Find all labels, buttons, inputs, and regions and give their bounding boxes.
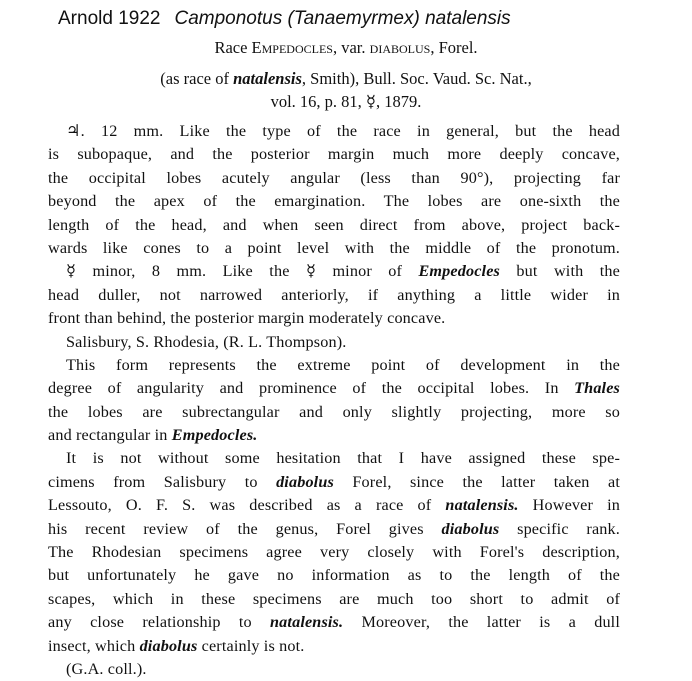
body-line: but unfortunately he gave no information as to the length of the bbox=[48, 566, 620, 585]
race-line: Race Empedocles, var. diabolus, Forel. bbox=[214, 38, 478, 57]
variety-name: diabolus bbox=[369, 38, 431, 57]
body-line: ☿ minor, 8 mm. Like the ☿ minor of Empedocles but with the bbox=[66, 262, 620, 281]
body-line: the occipital lobes acutely angular (less than 90°), projecting far bbox=[48, 168, 620, 187]
body-line: It is not without some hesitation that I have assigned these spe- bbox=[66, 449, 620, 468]
body-line: and rectangular in Empedocles. bbox=[48, 426, 258, 445]
body-line: is subopaque, and the posterior margin much more deeply concave, bbox=[48, 145, 620, 164]
body-line: the lobes are subrectangular and only slightly projecting, more so bbox=[48, 402, 620, 421]
body-line: beyond the apex of the emargination. The lobes are one-sixth the bbox=[48, 192, 620, 211]
body-line: scapes, which in these specimens are much too short to admit of bbox=[48, 589, 620, 608]
locality-line: Salisbury, S. Rhodesia, (R. L. Thompson). bbox=[66, 332, 347, 351]
author-year: Arnold 1922 bbox=[58, 8, 161, 29]
body-line: This form represents the extreme point of development in the bbox=[66, 355, 620, 374]
body-line: The Rhodesian specimens agree very closely with Forel's description, bbox=[48, 543, 620, 562]
description-body bbox=[48, 120, 620, 681]
citation-line-1: (as race of natalensis, Smith), Bull. Soc. Vaud. Sc. Nat., bbox=[160, 69, 532, 88]
taxon-name: Camponotus (Tanaemyrmex) natalensis bbox=[174, 8, 511, 29]
body-line: ♃. 12 mm. Like the type of the race in general, but the head bbox=[66, 122, 620, 140]
body-line: Lessouto, O. F. S. was described as a race of natalensis. However in bbox=[48, 496, 620, 515]
body-line: wards like cones to a point level with the middle of the pronotum. bbox=[48, 238, 620, 257]
body-line: length of the head, and when seen direct from above, project back- bbox=[48, 215, 620, 234]
body-line: head duller, not narrowed anteriorly, if anything a little wider in bbox=[48, 285, 620, 304]
body-line: front than behind, the posterior margin moderately concave. bbox=[48, 309, 446, 328]
race-name: Empedocles bbox=[251, 38, 333, 57]
body-line: insect, which diabolus certainly is not. bbox=[48, 636, 305, 655]
collection-line: (G.A. coll.). bbox=[66, 659, 147, 678]
body-line: cimens from Salisbury to diabolus Forel, since the latter taken at bbox=[48, 472, 620, 491]
citation-line-2: vol. 16, p. 81, ☿, 1879. bbox=[270, 92, 422, 111]
body-line: his recent review of the genus, Forel gives diabolus specific rank. bbox=[48, 519, 620, 538]
page-header bbox=[58, 8, 511, 30]
body-line: any close relationship to natalensis. Moreover, the latter is a dull bbox=[48, 613, 620, 632]
body-line: degree of angularity and prominence of the occipital lobes. In Thales bbox=[48, 379, 620, 398]
